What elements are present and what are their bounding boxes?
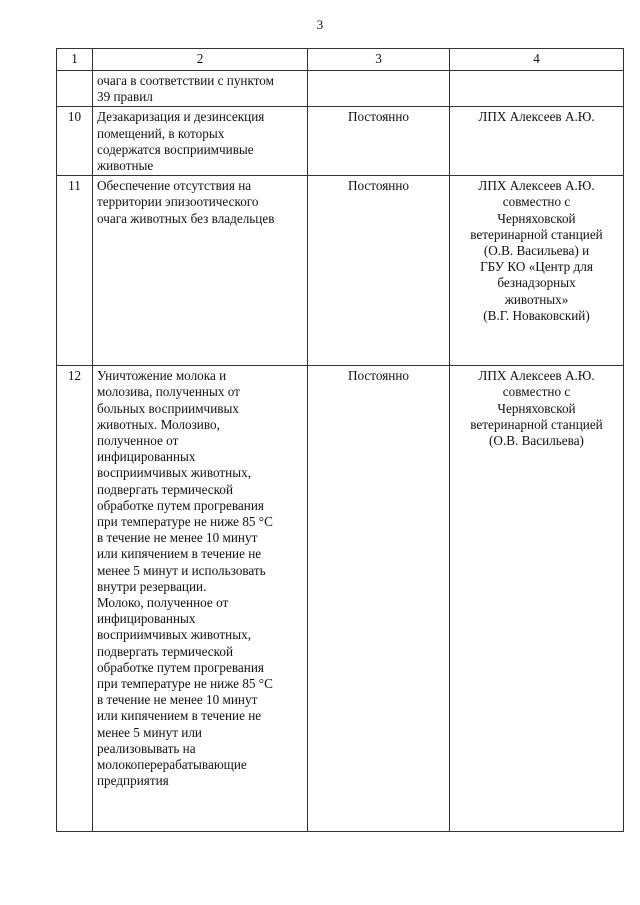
measure-line: территории эпизоотического [97, 194, 259, 210]
responsible-line: ЛПХ Алексеев А.Ю. [478, 178, 595, 194]
responsible-cell [450, 176, 624, 366]
table-row [57, 107, 624, 176]
measure-line: предприятия [97, 773, 169, 789]
term-cell [308, 71, 450, 107]
measure-text [93, 71, 308, 107]
row-number [57, 71, 93, 107]
measure-line: Дезакаризация и дезинсекция [97, 109, 265, 125]
measure-line: в течение не менее 10 минут [97, 692, 258, 708]
row-number: 11 [57, 176, 93, 366]
responsible-line: совместно с [502, 384, 571, 400]
header-col-4: 4 [450, 49, 624, 71]
responsible-cell [450, 366, 624, 832]
table-row [57, 366, 624, 832]
measure-line: 39 правил [97, 89, 153, 105]
responsible-line: животных» [504, 291, 569, 307]
measure-line: или кипячением в течение не [97, 708, 262, 724]
header-col-2: 2 [93, 49, 308, 71]
term-cell: Постоянно [308, 107, 450, 176]
measure-line: восприимчивых животных, [97, 465, 251, 481]
measure-line: подвергать термической [97, 643, 234, 659]
responsible-line: Черняховской [497, 210, 576, 226]
measure-line: инфицированных [97, 611, 196, 627]
page-number: 3 [316, 17, 324, 32]
measure-line: в течение не менее 10 минут [97, 530, 258, 546]
measure-line: Уничтожение молока и [97, 368, 227, 384]
measure-line: обработке путем прогревания [97, 497, 264, 513]
responsible-line: ЛПХ Алексеев А.Ю. [478, 109, 595, 125]
measure-line: менее 5 минут или [97, 724, 202, 740]
measure-text [93, 107, 308, 176]
measure-line: больных восприимчивых [97, 400, 239, 416]
measure-line: помещений, в которых [97, 125, 225, 141]
responsible-line: ветеринарной станцией [470, 416, 603, 432]
responsible-line: Черняховской [497, 400, 576, 416]
measure-line: реализовывать на [97, 740, 196, 756]
responsible-line: совместно с [502, 194, 571, 210]
measure-line: восприимчивых животных, [97, 627, 251, 643]
measure-line: при температуре не ниже 85 °С [97, 514, 273, 530]
measure-line: подвергать термической [97, 481, 234, 497]
measure-line: молокоперерабатывающие [97, 757, 247, 773]
measure-text [93, 366, 308, 832]
table-row [57, 71, 624, 107]
table-header-row [57, 49, 624, 71]
measure-line: содержатся восприимчивые [97, 141, 254, 157]
measure-line: при температуре не ниже 85 °С [97, 676, 273, 692]
measure-line: очага в соответствии с пунктом [97, 73, 274, 88]
responsible-line: (О.В. Васильева) [489, 433, 584, 449]
measure-text [93, 176, 308, 366]
responsible-line: ветеринарной станцией [470, 226, 603, 242]
responsible-cell [450, 107, 624, 176]
measure-line: или кипячением в течение не [97, 546, 262, 562]
responsible-line: безнадзорных [497, 275, 576, 291]
responsible-line: (В.Г. Новаковский) [483, 307, 590, 323]
measure-line: очага животных без владельцев [97, 210, 275, 226]
measure-line: животных. Молозиво, [97, 416, 220, 432]
header-col-1: 1 [57, 49, 93, 71]
measure-line: обработке путем прогревания [97, 659, 264, 675]
measure-line: Молоко, полученное от [97, 595, 229, 611]
responsible-line: ГБУ КО «Центр для [480, 259, 593, 275]
measure-line: Обеспечение отсутствия на [97, 178, 252, 194]
table-row [57, 176, 624, 366]
measure-line: молозива, полученных от [97, 384, 240, 400]
measure-line: полученное от [97, 433, 179, 449]
row-number: 12 [57, 366, 93, 832]
header-col-3: 3 [308, 49, 450, 71]
measure-line: инфицированных [97, 449, 196, 465]
measure-line: внутри резервации. [97, 578, 207, 594]
measure-line: менее 5 минут и использовать [97, 562, 266, 578]
measures-table [56, 48, 624, 832]
responsible-line: ЛПХ Алексеев А.Ю. [478, 368, 595, 384]
term-cell: Постоянно [308, 366, 450, 832]
term-cell: Постоянно [308, 176, 450, 366]
row-number: 10 [57, 107, 93, 176]
responsible-line: (О.В. Васильева) и [483, 243, 590, 259]
responsible-cell [450, 71, 624, 107]
measure-line: животные [97, 158, 154, 174]
